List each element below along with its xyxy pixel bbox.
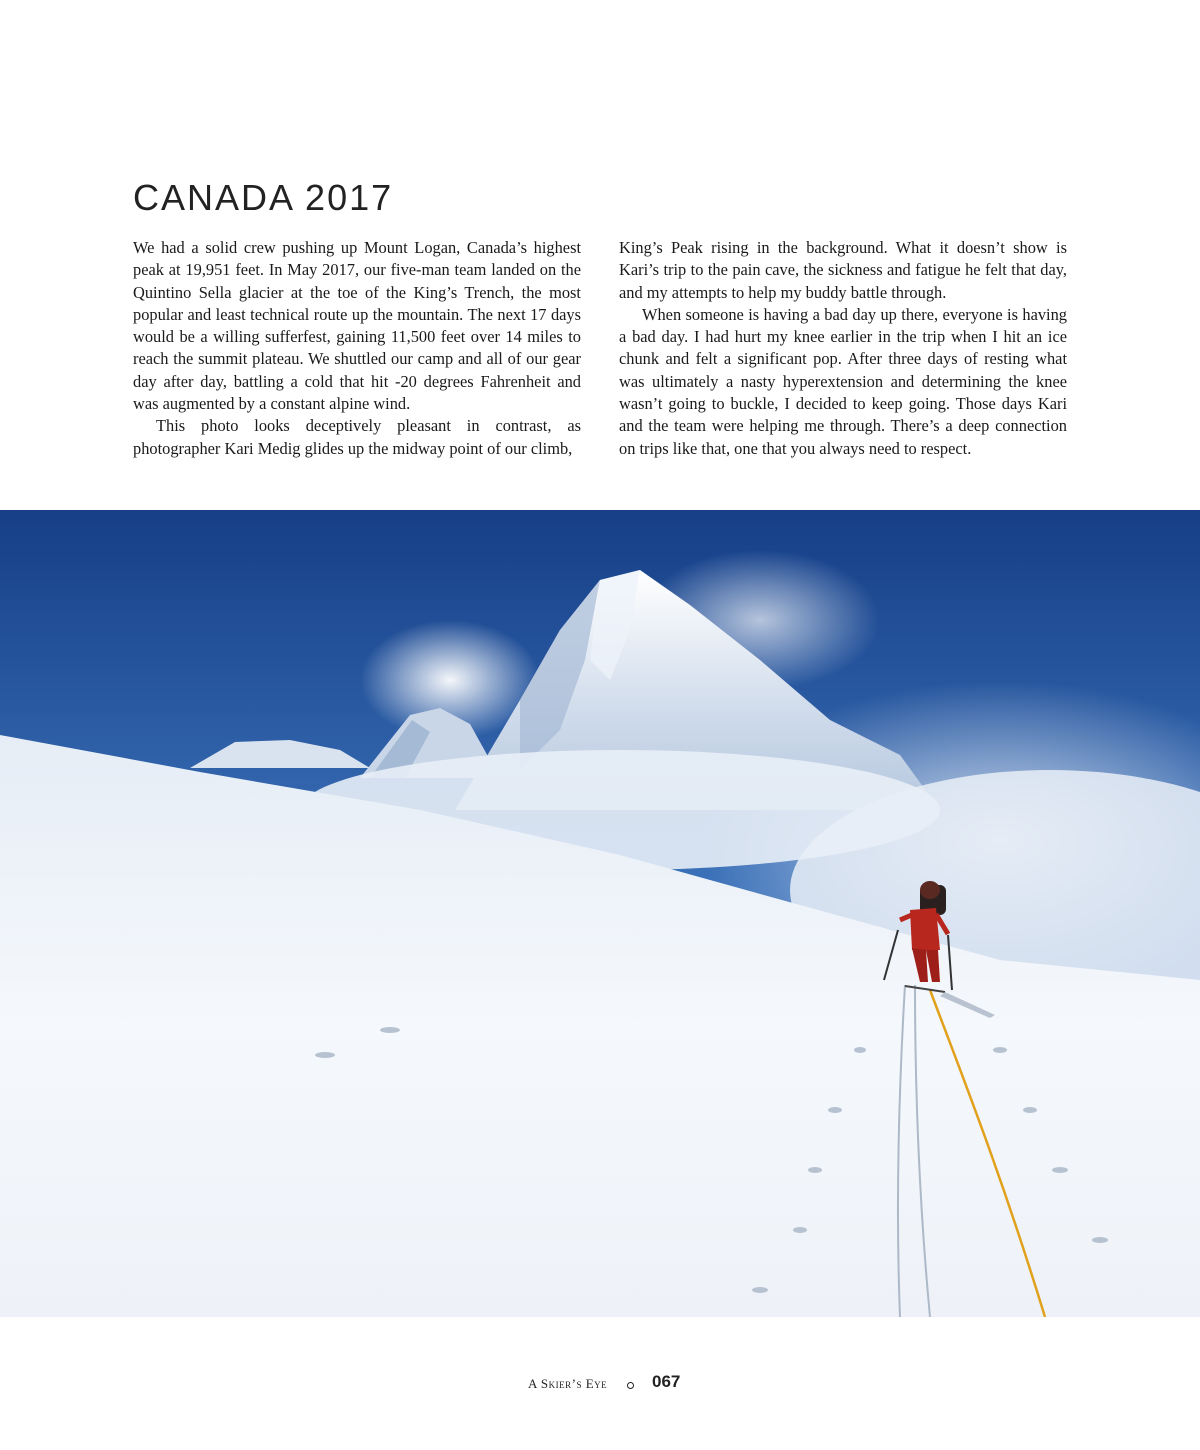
paragraph-continuation: King’s Peak rising in the background. What it doesn’t show is Kari’s trip to the pain cave, the sickness and fatigue he felt that day, and my attempts to help my buddy battle through.	[619, 238, 1067, 302]
paragraph-3: When someone is having a bad day up there, everyone is having a bad day. I had hurt my knee earlier in the trip when I hit an ice chunk and felt a significant pop. After three days of resting what was ultimately a nasty hyperextension and determining the knee wasn’t going to buckle, I decided to keep going. Those days Kari and the team were helping me through. There’s a deep connection on trips like that, one that you always need to respect.	[619, 304, 1067, 458]
bullet-icon	[627, 1382, 634, 1389]
left-column	[133, 237, 581, 460]
page-number: 067	[652, 1372, 681, 1391]
article-title: CANADA 2017	[133, 177, 394, 218]
mountain-photo	[0, 510, 1200, 1317]
running-title: A Skier’s Eye	[528, 1376, 608, 1391]
paragraph-1: We had a solid crew pushing up Mount Logan, Canada’s highest peak at 19,951 feet. In May 2017, our five-man team landed on the Quintino Sella glacier at the toe of the King’s Trench, the most popular and least technical route up the mountain. The next 17 days would be a willing sufferfest, gaining 11,500 feet over 14 miles to reach the summit plateau. We shuttled our camp and all of our gear day after day, battling a cold that hit -20 degrees Fahrenheit and was augmented by a constant alpine wind.	[133, 238, 581, 414]
paragraph-2: This photo looks deceptively pleasant in contrast, as photographer Kari Medig glides up the midway point of our climb,	[133, 416, 581, 458]
right-column	[619, 237, 1067, 460]
page-footer	[0, 1372, 1200, 1396]
